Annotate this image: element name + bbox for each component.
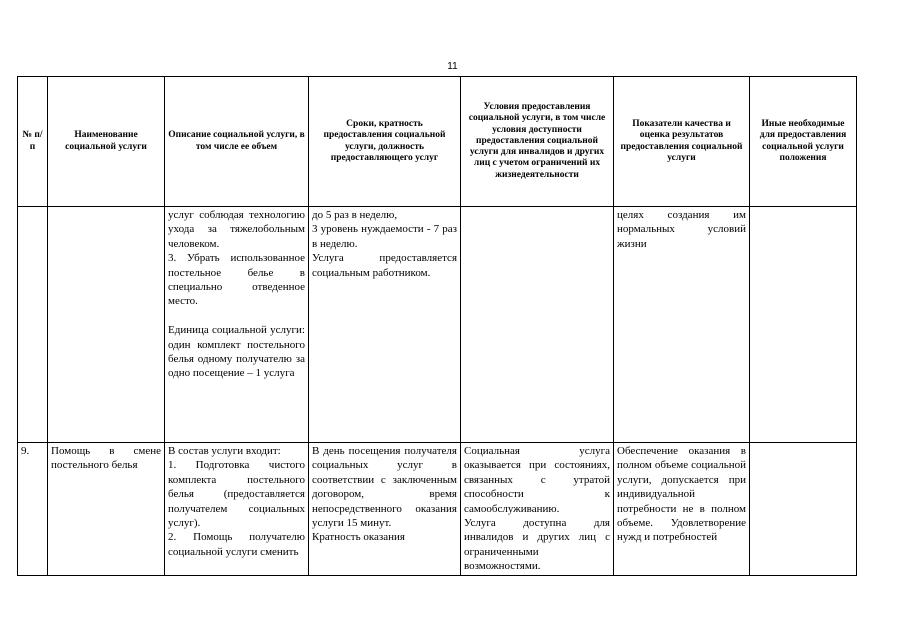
cell-number: 9. — [18, 443, 48, 576]
header-other: Иные необходимые для предоставления социальной услуги положения — [750, 77, 857, 207]
cell-service-name — [48, 207, 165, 443]
header-conditions: Условия предоставления социальной услуги, в том числе условия доступности предоставления социальной услуги для инвалидов и других лиц с учетом ограничений их жизнедеятельности — [461, 77, 614, 207]
cell-other — [750, 443, 857, 576]
cell-terms: В день посещения получателя социальных услуг в соответствии с заключенным договором, время непосредственного оказания услуги 15 минут. Кратность оказания — [309, 443, 461, 576]
table-header-row — [18, 77, 857, 207]
cell-description: В состав услуги входит: 1. Подготовка чистого комплекта постельного белья (предоставляется получателем социальных услуг). 2. Помощь получателю социальной услуги сменить — [165, 443, 309, 576]
header-service-name: Наименование социальной услуги — [48, 77, 165, 207]
cell-description: услуг соблюдая технологию ухода за тяжелобольным человеком. 3. Убрать использованное постельное белье в специально отведенное место. Единица социальной услуги: один комплект постельного белья одному получателю за одно посещение – 1 услуга — [165, 207, 309, 443]
cell-conditions — [461, 207, 614, 443]
header-quality: Показатели качества и оценка результатов предоставления социальной услуги — [614, 77, 750, 207]
header-terms: Сроки, кратность предоставления социальной услуги, должность предоставляющего услуг — [309, 77, 461, 207]
table-row — [18, 207, 857, 443]
cell-number — [18, 207, 48, 443]
table-row — [18, 443, 857, 576]
cell-quality: Обеспечение оказания в полном объеме социальной услуги, допускается при индивидуальной потребности не в полном объеме. Удовлетворение нужд и потребностей — [614, 443, 750, 576]
cell-other — [750, 207, 857, 443]
header-number: № п/п — [18, 77, 48, 207]
cell-terms: до 5 раз в неделю, 3 уровень нуждаемости - 7 раз в неделю. Услуга предоставляется социальным работником. — [309, 207, 461, 443]
social-services-table — [17, 76, 857, 576]
cell-conditions: Социальная услуга оказывается при состояниях, связанных с утратой способности к самообслуживанию. Услуга доступна для инвалидов и других лиц с ограниченными возможностями. — [461, 443, 614, 576]
cell-quality: целях создания им нормальных условий жизни — [614, 207, 750, 443]
header-description: Описание социальной услуги, в том числе ее объем — [165, 77, 309, 207]
cell-service-name: Помощь в смене постельного белья — [48, 443, 165, 576]
page-number: 11 — [447, 61, 458, 72]
